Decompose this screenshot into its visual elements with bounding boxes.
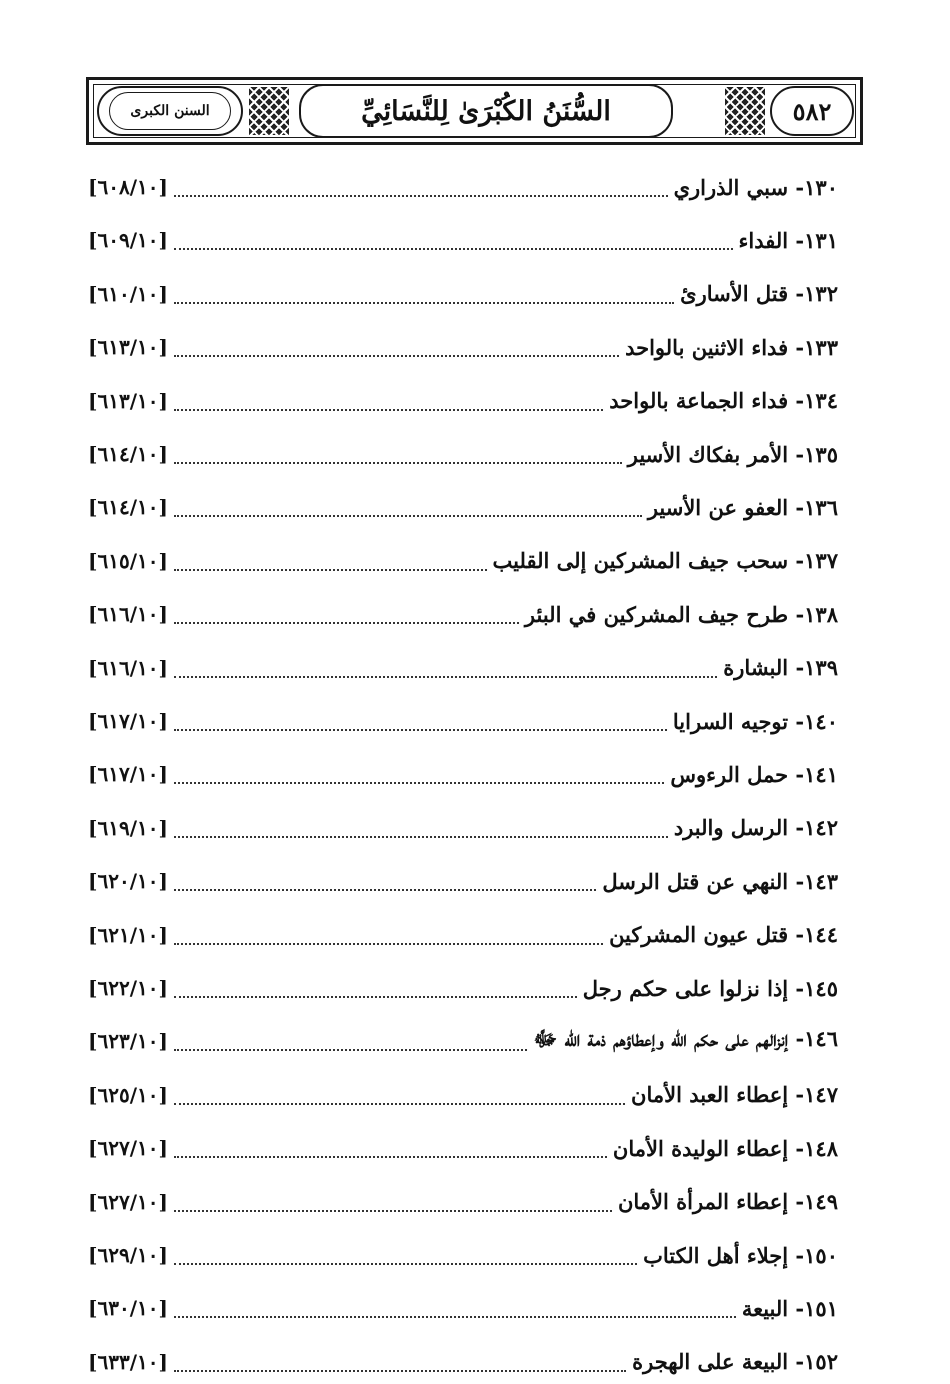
toc-entry-title: ١٥٠- إجلاء أهل الكتاب	[643, 1242, 838, 1268]
toc-entry-title: ١٣٦- العفو عن الأسير	[647, 494, 838, 520]
toc-entry	[88, 539, 838, 583]
toc-leader-dots	[174, 337, 619, 357]
toc-entry	[88, 485, 838, 529]
toc-entry-title: ١٣٩- البشارة	[723, 655, 838, 681]
toc-entry	[88, 165, 838, 209]
toc-entry-reference: [٦٢٢/١٠]	[88, 976, 168, 1000]
book-emblem	[97, 86, 243, 136]
toc-entry-title: ١٣٠- سبي الذراري	[673, 174, 838, 200]
toc-entry-reference: [٦١٦/١٠]	[88, 602, 168, 627]
toc-leader-dots	[174, 1192, 612, 1212]
toc-entry-reference: [٦٠٨/١٠]	[88, 175, 168, 199]
toc-leader-dots	[174, 711, 667, 731]
toc-entry-reference: [٦٢٧/١٠]	[88, 1189, 168, 1214]
toc-leader-dots	[174, 177, 668, 197]
toc-entry	[88, 752, 838, 796]
toc-leader-dots	[174, 658, 717, 678]
toc-entry-reference: [٦١٥/١٠]	[88, 548, 168, 573]
toc-entry	[88, 1286, 838, 1330]
toc-entry-title: ١٤٠- توجيه السرايا	[672, 708, 838, 734]
toc-entry-title: ١٤٣- النهي عن قتل الرسل	[602, 868, 838, 894]
toc-entry	[88, 913, 838, 957]
toc-entry-title: ١٣٣- فداء الاثنين بالواحد	[625, 334, 838, 360]
toc-entry	[88, 1340, 838, 1384]
toc-entry	[88, 806, 838, 850]
toc-leader-dots	[174, 764, 664, 784]
toc-entry-reference: [٦١٩/١٠]	[88, 815, 168, 840]
toc-leader-dots	[174, 1245, 637, 1265]
page-number: ٥٨٢	[770, 86, 854, 136]
toc-entry-title: ١٣٨- طرح جيف المشركين في البئر	[524, 601, 838, 627]
toc-entry-reference: [٦٢١/١٠]	[88, 922, 168, 947]
toc-entry	[88, 966, 838, 1010]
toc-entry-reference: [٦١٣/١٠]	[88, 335, 168, 360]
toc-entry-title: ١٣١- الفداء	[738, 227, 838, 253]
toc-entry-title: ١٣٧- سحب جيف المشركين إلى القليب	[492, 548, 838, 574]
toc-entry-title: ١٤٥- إذا نزلوا على حكم رجل	[582, 975, 838, 1001]
toc-leader-dots	[174, 444, 622, 464]
toc-entry	[88, 325, 838, 369]
toc-entry-title: ١٤١- حمل الرءوس	[670, 761, 838, 787]
running-title	[299, 84, 673, 138]
toc-leader-dots	[174, 391, 603, 411]
toc-entry	[88, 1126, 838, 1170]
toc-entry-title: ١٤٤- قتل عيون المشركين	[609, 922, 838, 948]
toc-entry-title: ١٣٥- الأمر بفكاك الأسير	[627, 441, 838, 467]
toc-leader-dots	[174, 978, 577, 998]
toc-entry-reference: [٦١٧/١٠]	[88, 762, 168, 787]
toc-entry-reference: [٦٢٧/١٠]	[88, 1136, 168, 1161]
toc-entry-title: ١٤٨- إعطاء الوليدة الأمان	[612, 1135, 838, 1161]
toc-entry-reference: [٦٢٩/١٠]	[88, 1243, 168, 1267]
toc-entry-title: ١٤٩- إعطاء المرأة الأمان	[617, 1189, 838, 1215]
toc-entry-reference: [٦٣٠/١٠]	[88, 1296, 168, 1321]
toc-leader-dots	[174, 604, 519, 624]
toc-entry	[88, 272, 838, 316]
toc-entry-reference: [٦١٤/١٠]	[88, 495, 168, 520]
toc-entry-title: ١٥١- البيعة	[741, 1295, 838, 1321]
toc-entry-reference: [٦٣٣/١٠]	[88, 1349, 168, 1374]
toc-entry-title: ١٥٢- البيعة على الهجرة	[632, 1349, 838, 1375]
toc-entry-title: ١٣٢- قتل الأسارئ	[680, 281, 838, 307]
toc-leader-dots	[174, 1031, 528, 1051]
toc-leader-dots	[174, 818, 668, 838]
toc-entry	[88, 218, 838, 262]
toc-entry-title: ١٤٦- إنزالهم على حكم الله وإعطاؤهم ذمة الله ﷻ	[533, 1025, 838, 1051]
toc-entry-reference: [٦٢٠/١٠]	[88, 869, 168, 894]
toc-entry-reference: [٦٢٥/١٠]	[88, 1082, 168, 1107]
toc-entry-reference: [٦١٦/١٠]	[88, 655, 168, 680]
toc-leader-dots	[174, 871, 596, 891]
toc-entry-reference: [٦٠٩/١٠]	[88, 228, 168, 253]
toc-entry-title: ١٤٢- الرسل والبرد	[673, 815, 838, 841]
toc-leader-dots	[174, 230, 733, 250]
toc-entry-reference: [٦١٠/١٠]	[88, 281, 168, 306]
toc-entry-title: ١٤٧- إعطاء العبد الأمان	[631, 1082, 838, 1108]
toc-entry-reference: [٦١٤/١٠]	[88, 442, 168, 466]
header-ornament-left	[249, 87, 289, 135]
toc-entry-reference: [٦١٣/١٠]	[88, 388, 168, 413]
toc-entry	[88, 699, 838, 743]
toc-leader-dots	[174, 551, 487, 571]
toc-leader-dots	[174, 1352, 626, 1372]
header-ornament-right	[725, 87, 765, 135]
toc-entry	[88, 432, 838, 476]
toc-entry	[88, 1180, 838, 1224]
toc-leader-dots	[174, 1298, 736, 1318]
toc-leader-dots	[174, 1085, 625, 1105]
toc-entry	[88, 592, 838, 636]
toc-leader-dots	[174, 925, 603, 945]
toc-entry-reference: [٦٢٣/١٠]	[88, 1029, 168, 1054]
toc-entry	[88, 1233, 838, 1277]
toc-entry	[88, 859, 838, 903]
toc-entry	[88, 379, 838, 423]
book-emblem-text: السنن الكبرى	[109, 92, 231, 130]
page-header	[86, 77, 863, 145]
toc-leader-dots	[174, 497, 642, 517]
toc-entry	[88, 646, 838, 690]
toc-entry	[88, 1073, 838, 1117]
toc-entry-reference: [٦١٧/١٠]	[88, 709, 168, 733]
toc-entry-title: ١٣٤- فداء الجماعة بالواحد	[609, 388, 838, 414]
toc-leader-dots	[174, 1138, 607, 1158]
toc-leader-dots	[174, 284, 674, 304]
toc-entry	[88, 1019, 838, 1063]
running-title-text: السُّنَنُ الكُبْرَىٰ لِلنَّسَائِيِّ	[361, 95, 611, 127]
